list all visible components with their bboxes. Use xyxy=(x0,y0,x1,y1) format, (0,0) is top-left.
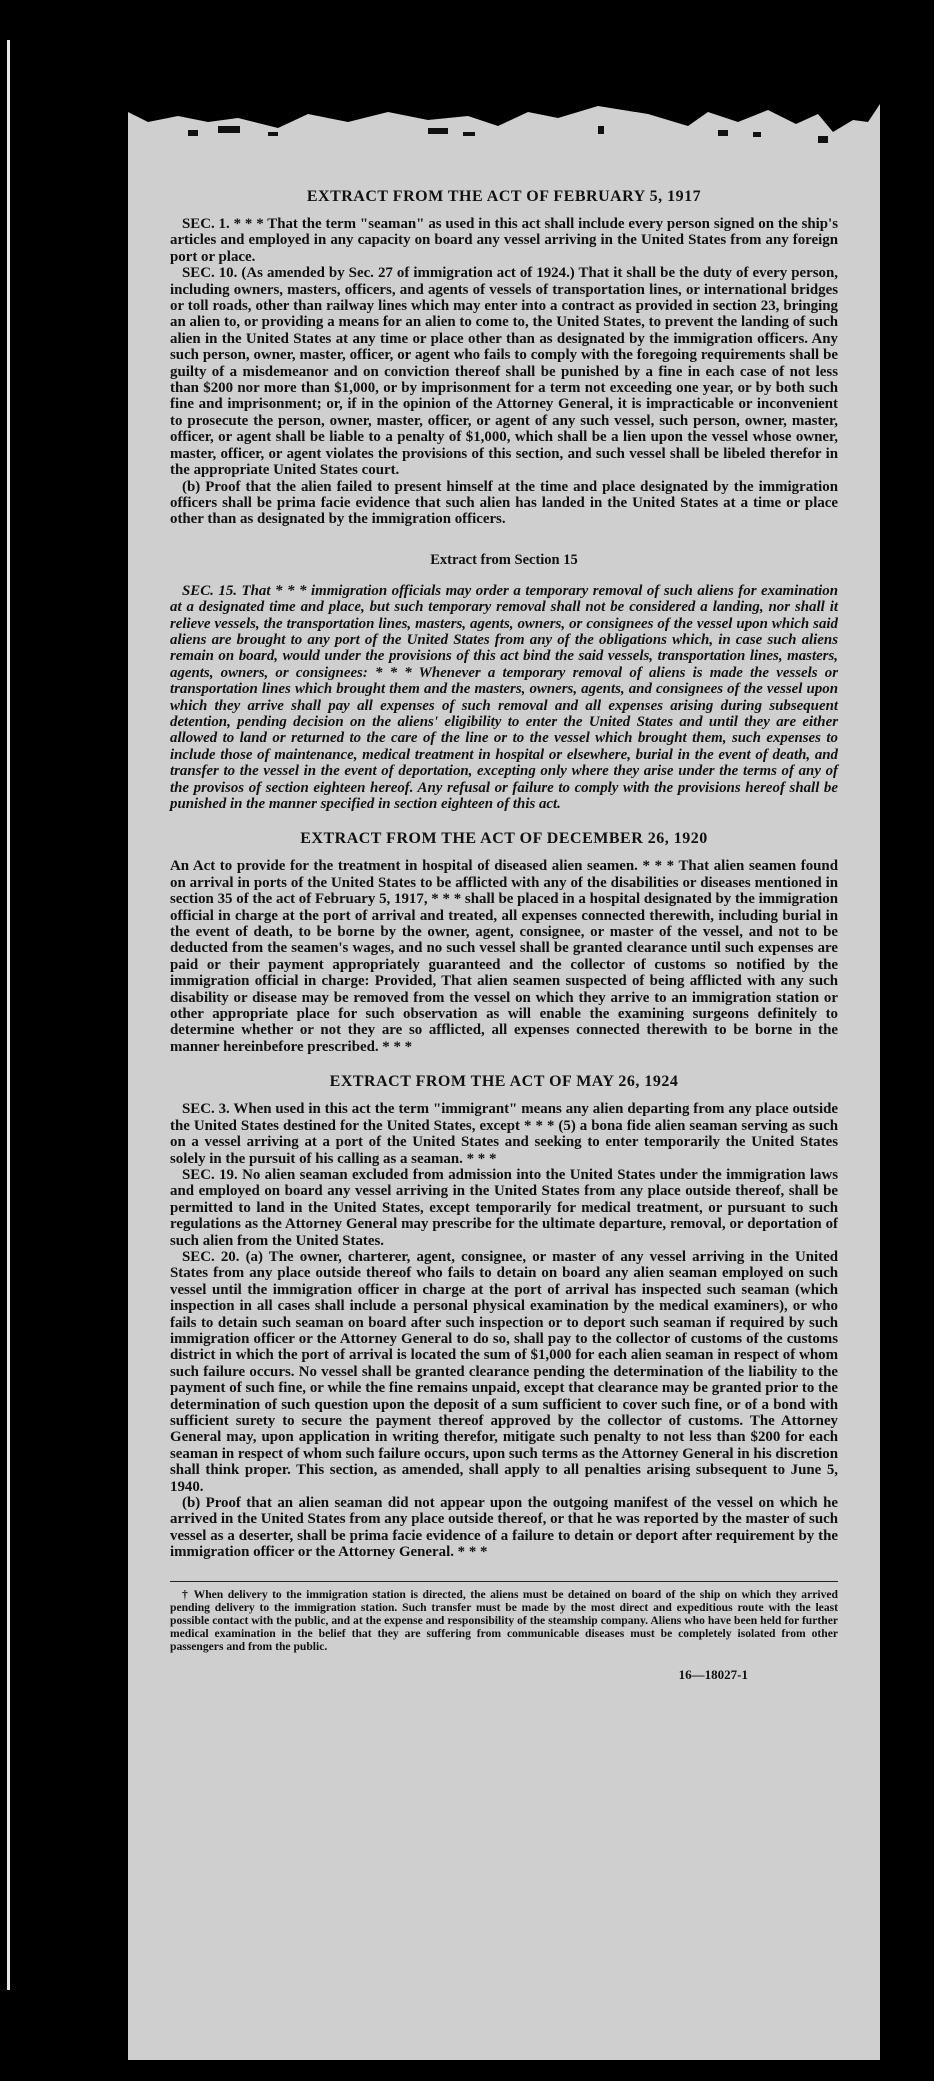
paragraph: SEC. 10. (As amended by Sec. 27 of immigration act of 1924.) That it shall be the duty of every person, including owners, masters, officers, and agents of vessels of transportation lines, or international bridges or toll roads, other than railway lines which may enter into a contract as provided in section 23, bringing an alien to, or providing a means for an alien to come to, the United States, to prevent the landing of such alien in the United States at any time or place other than as designated by the immigration officers. Any such person, owner, master, officer, or agent who fails to comply with the foregoing requirements shall be guilty of a misdemeanor and on conviction thereof shall be punished by a fine in each case of not less than $200 nor more than $1,000, or by imprisonment for a term not exceeding one year, or by both such fine and imprisonment; or, if in the opinion of the Attorney General, it is impracticable or inconvenient to prosecute the person, owner, master, officer, or agent of any such vessel, such person, owner, master, officer, or agent shall be liable to a penalty of $1,000, which shall be a lien upon the vessel whose owner, master, officer, or agent violates the provisions of this section, and such vessel shall be libeled therefor in the appropriate United States court. xyxy=(170,265,838,479)
paragraph: (b) Proof that an alien seaman did not appear upon the outgoing manifest of the vessel on which he arrived in the United States from any place outside thereof, or that he was reported by the master of such vessel as a deserter, shall be prima facie evidence of a failure to detain or deport after requirement by the immigration officer or the Attorney General. * * * xyxy=(170,1495,838,1561)
torn-top-edge xyxy=(128,92,880,152)
paragraph: SEC. 3. When used in this act the term "immigrant" means any alien departing from any place outside the United States destined for the United States, except * * * (5) a bona fide alien seaman serving as such on a vessel arriving at a port of the United States and seeking to enter temporarily the United States solely in the pursuit of his calling as a seaman. * * * xyxy=(170,1101,838,1167)
paragraph: SEC. 19. No alien seaman excluded from admission into the United States under the immigration laws and employed on board any vessel arriving in the United States from any place outside thereof, shall be permitted to land in the United States, except temporarily for medical treatment, or pursuant to such regulations as the Attorney General may prescribe for the ultimate departure, removal, or deportation of such alien from the United States. xyxy=(170,1166,838,1249)
paragraph: SEC. 20. (a) The owner, charterer, agent, consignee, or master of any vessel arriving in the United States from any place outside thereof who fails to detain on board any alien seaman employed on such vessel until the immigration officer in charge at the port of arrival has inspected such seaman (which inspection in all cases shall include a personal physical examination by the medical examiners), or who fails to detain such seaman on board after such inspection or to deport such seaman if required by such immigration officer or the Attorney General to do so, shall pay to the collector of customs of the customs district in which the port of arrival is located the sum of $1,000 for each alien seaman in respect of whom such failure occurs. No vessel shall be granted clearance pending the determination of the liability to the payment of such fine, or while the fine remains unpaid, except that clearance may be granted prior to the determination of such question upon the deposit of a sum sufficient to cover such fine, or of a bond with sufficient surety to secure the payment thereof approved by the collector of customs. The Attorney General may, upon application in writing therefor, mitigate such penalty to not less than $200 for each seaman in respect of whom such failure occurs, upon such terms as the Attorney General in his discretion shall think proper. This section, as amended, shall apply to all penalties arising subsequent to June 5, 1940. xyxy=(170,1248,838,1495)
section-heading: EXTRACT FROM THE ACT OF FEBRUARY 5, 1917 xyxy=(306,188,702,205)
paragraph: (b) Proof that the alien failed to present himself at the time and place designated by the immigration officers shall be prima facie evidence that such alien has landed in the United States at a time or place other than as designated by the immigration officers. xyxy=(170,478,838,528)
footnote xyxy=(170,1588,838,1653)
section-heading: EXTRACT FROM THE ACT OF DECEMBER 26, 1920 xyxy=(300,830,708,848)
section-act-1924 xyxy=(170,1073,838,1560)
scan-edge-line xyxy=(7,40,10,1990)
paragraph: An Act to provide for the treatment in hospital of diseased alien seamen. * * * That alien seamen found on arrival in ports of the United States to be afflicted with any of the disabilities or diseases mentioned in section 35 of the act of February 5, 1917, * * * shall be placed in a hospital designated by the immigration official in charge at the port of arrival and treated, all expenses connected therewith, including burial in the event of death, to be borne by the owner, agent, consignee, or master of the vessel, and not to be deducted from the seamen's wages, and no such vessel shall be granted clearance until such expenses are paid or their payment appropriately guaranteed and the collector of customs so notified by the immigration official in charge: Provided, That alien seamen suspected of being afflicted with any such disability or disease may be removed from the vessel on which they arrive to an immigration station or other appropriate place for such observation as will enable the examining surgeons definitely to determine whether or not they are so afflicted, all expenses connected therewith to be borne in the manner hereinbefore prescribed. * * * xyxy=(170,858,838,1055)
paragraph: SEC. 15. That * * * immigration officials may order a temporary removal of such aliens for examination at a designated time and place, but such temporary removal shall not be considered a landing, nor shall it relieve vessels, the transportation lines, masters, agents, owners, or consignees of the vessel upon which said aliens are brought to any port of the United States from any of the obligations which, in case such aliens remain on board, would under the provisions of this act bind the said vessels, transportation lines, masters, agents, owners, or consignees: * * * Whenever a temporary removal of aliens is made the vessels or transportation lines which brought them and the masters, owners, agents, and consignees of the vessel upon which they arrive shall pay all expenses of such removal and all expenses arising during subsequent detention, pending decision on the aliens' eligibility to enter the United States and until they are either allowed to land or returned to the care of the line or to the vessel which brought them, such expenses to include those of maintenance, medical treatment in hospital or elsewhere, burial in the event of death, and transfer to the vessel in the event of deportation, excepting only where they arise under the terms of any of the provisos of section eighteen hereof. Any refusal or failure to comply with the provisions hereof shall be punished in the manner specified in section eighteen of this act. xyxy=(170,582,838,812)
section-act-1917 xyxy=(170,188,838,528)
paragraph: SEC. 1. * * * That the term "seaman" as used in this act shall include every person signed on the ship's articles and employed in any capacity on board any vessel arriving in the United States from any foreign port or place. xyxy=(170,216,838,265)
section-15-extract xyxy=(170,583,838,813)
section-heading: EXTRACT FROM THE ACT OF MAY 26, 1924 xyxy=(329,1073,679,1091)
document-page xyxy=(128,92,880,2060)
footnote-text: † When delivery to the immigration station is directed, the aliens must be detained on board of the ship on which they arrived pending delivery to the immigration station. Such transfer must be made by the most direct and expeditious route with the least possible contact with the public, and at the expense and responsibility of the steamship company. Aliens who have been held for further medical examination in the belief that they are suffering from communicable diseases must be completely isolated from other passengers and from the public. xyxy=(170,1587,838,1653)
section-heading: Extract from Section 15 xyxy=(430,551,578,568)
document-number: 16—18027-1 xyxy=(678,1666,748,1682)
footnote-divider xyxy=(170,1581,838,1582)
section-act-1920 xyxy=(170,830,838,1055)
